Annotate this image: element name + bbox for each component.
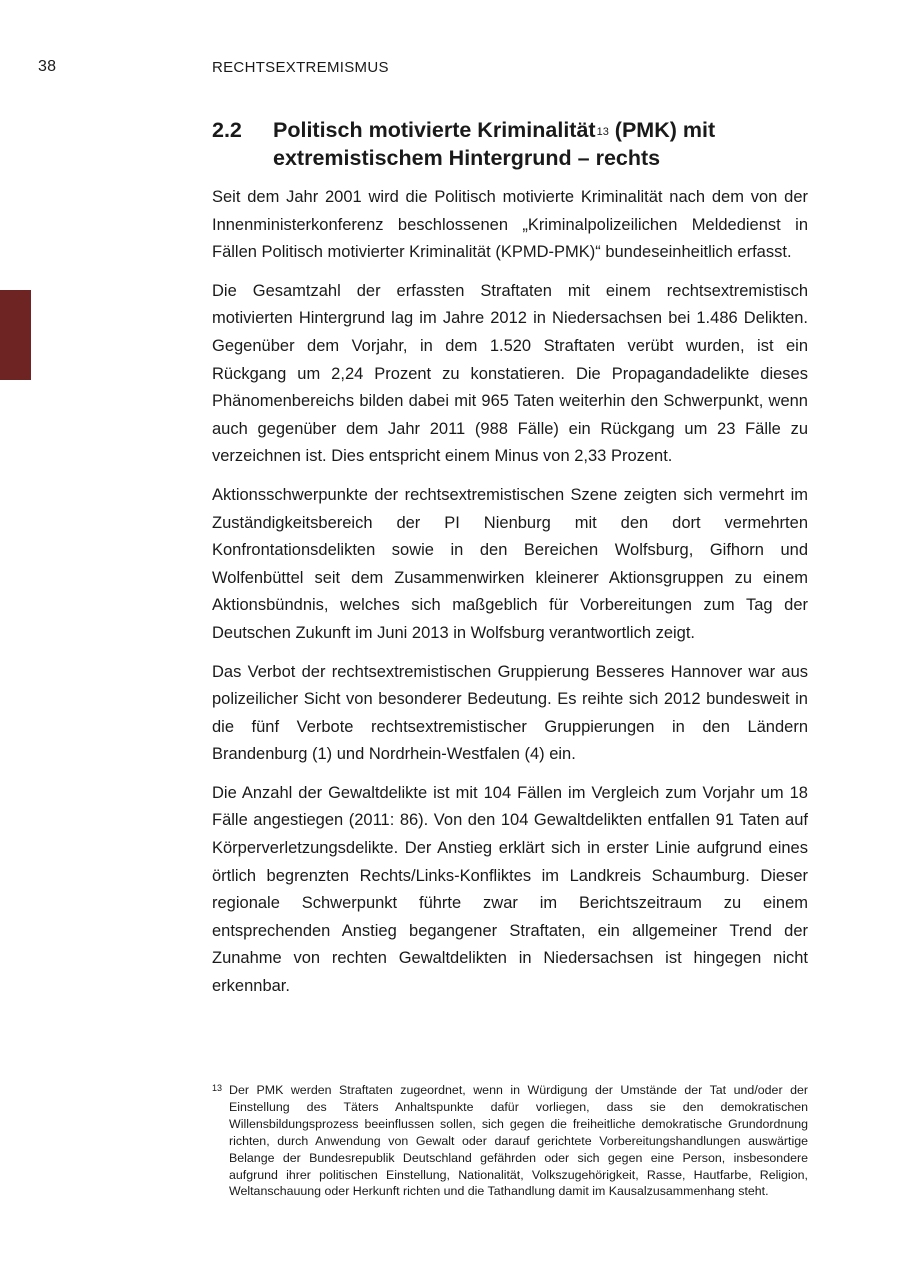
footnote-reference[interactable]: 13: [596, 126, 609, 138]
section-number: 2.2: [212, 118, 242, 142]
running-header: RECHTSEXTREMISMUS: [212, 59, 389, 76]
section-title-part2: (PMK) mit extremistischem Hintergrund – rechts: [273, 118, 716, 170]
paragraph-action-focus: Aktionsschwerpunkte der rechtsextremistischen Szene zeigten sich vermehrt im Zuständigkeitsbereich der PI Nienburg mit den dort vermehrten Konfrontationsdelikten sowie in den Bereichen Wolfsburg, Gifhorn und Wolfenbüttel seit dem Zusammenwirken kleinerer Aktionsgruppen zu einem Aktionsbündnis, welches sich maßgeblich für Vorbereitungen zum Tag der Deutschen Zukunft im Juni 2013 in Wolfsburg verantwortlich zeigt.: [212, 485, 808, 642]
main-content: [212, 116, 808, 1012]
footnote: [212, 1082, 808, 1200]
section-title-part1: Politisch motivierte Kriminalität: [273, 118, 596, 142]
paragraph-violence: Die Anzahl der Gewaltdelikte ist mit 104 Fällen im Vergleich zum Vorjahr um 18 Fälle angestiegen (2011: 86). Von den 104 Gewaltdelikten entfallen 91 Taten auf Körperverletzungsdelikte. Der Anstieg erklärt sich in erster Linie aufgrund eines örtlich begrenzten Rechts/Links-Konfliktes im Landkreis Schaumburg. Dieser regionale Schwerpunkt führte zwar im Berichtszeitraum zu einem entsprechenden Anstieg begangener Straftaten, ein allgemeiner Trend der Zunahme von rechten Gewaltdelikten in Niedersachsen ist hingegen nicht erkennbar.: [212, 783, 808, 996]
paragraph-kpmd: Seit dem Jahr 2001 wird die Politisch motivierte Kriminalität nach dem von der Innenministerkonferenz beschlossenen „Kriminalpolizeilichen Meldedienst in Fällen Politisch motivierter Kriminalität (KPMD-PMK)“ bundeseinheitlich erfasst.: [212, 188, 808, 262]
footnote-text: Der PMK werden Straftaten zugeordnet, wenn in Würdigung der Umstände der Tat und/oder der Einstellung des Täters Anhaltspunkte dafür vorliegen, dass sie den demokratischen Willensbildungsprozess beeinflussen sollen, sich gegen die freiheitliche demokratische Grundordnung richten, durch Anwendung von Gewalt oder darauf gerichtete Vorbereitungshandlungen auswärtige Belange der Bundesrepublik Deutschland gefährden oder sich gegen eine Person, insbesondere aufgrund ihrer politischen Einstellung, Nationalität, Volkszugehörigkeit, Rasse, Hautfarbe, Religion, Weltanschauung oder Herkunft richten und die Tathandlung damit im Kausalzusammenhang steht.: [229, 1083, 808, 1199]
page-number: 38: [38, 58, 57, 75]
paragraph-statistics: Die Gesamtzahl der erfassten Straftaten mit einem rechtsextremistisch motivierten Hintergrund lag im Jahre 2012 in Niedersachsen bei 1.486 Delikten. Gegenüber dem Vorjahr, in dem 1.520 Straftaten verübt wurden, ist ein Rückgang um 2,24 Prozent zu konstatieren. Die Propagandadelikte dieses Phänomenbereichs bilden dabei mit 965 Taten weiterhin den Schwerpunkt, wenn auch gegenüber dem Jahr 2011 (988 Fälle) ein Rückgang um 23 Fälle zu verzeichnen ist. Dies entspricht einem Minus von 2,33 Prozent.: [212, 281, 808, 466]
footnote-marker: 13: [212, 1083, 223, 1093]
chapter-edge-tab: [0, 290, 31, 380]
paragraph-ban: Das Verbot der rechtsextremistischen Gruppierung Besseres Hannover war aus polizeilicher Sicht von besonderer Bedeutung. Es reihte sich 2012 bundesweit in die fünf Verbote rechtsextremistischer Gruppierungen in den Ländern Brandenburg (1) und Nordrhein-Westfalen (4) ein.: [212, 662, 808, 764]
section-heading: [212, 116, 808, 172]
section-title: [273, 116, 808, 172]
